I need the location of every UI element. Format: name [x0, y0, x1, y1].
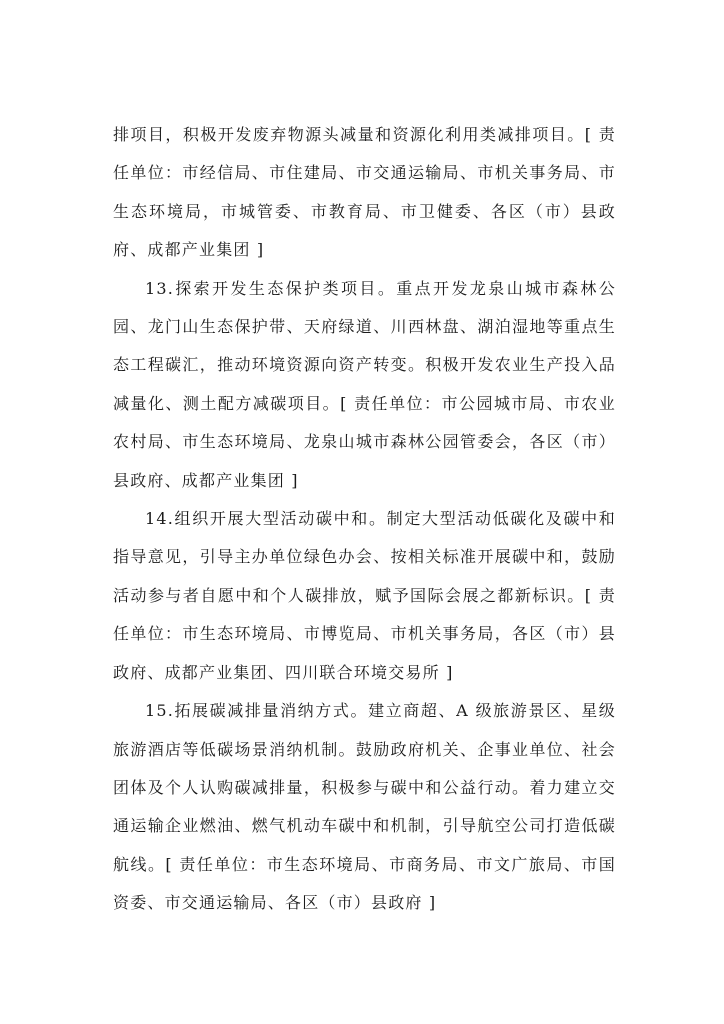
paragraph-item-14: 14.组织开展大型活动碳中和。制定大型活动低碳化及碳中和指导意见，引导主办单位绿色办会、按相关标准开展碳中和，鼓励活动参与者自愿中和个人碳排放，赋予国际会展之都新标识。[ 责任单位：市生态环境局、市博览局、市机关事务局，各区（市）县政府、成都产业集团、四川联合环境交易所 ]	[113, 509, 616, 682]
paragraph-continuation: 排项目，积极开发废弃物源头减量和资源化利用类减排项目。[ 责任单位：市经信局、市住建局、市交通运输局、市机关事务局、市生态环境局，市城管委、市教育局、市卫健委、各区（市）县政府、成都产业集团 ]	[113, 125, 616, 260]
document-body	[113, 116, 616, 923]
paragraph-item-13: 13.探索开发生态保护类项目。重点开发龙泉山城市森林公园、龙门山生态保护带、天府绿道、川西林盘、湖泊湿地等重点生态工程碳汇，推动环境资源向资产转变。积极开发农业生产投入品减量化、测土配方减碳项目。[ 责任单位：市公园城市局、市农业农村局、市生态环境局、龙泉山城市森林公园管委会，各区（市）县政府、成都产业集团 ]	[113, 278, 616, 490]
paragraph-item-15: 15.拓展碳减排量消纳方式。建立商超、A 级旅游景区、星级旅游酒店等低碳场景消纳机制。鼓励政府机关、企事业单位、社会团体及个人认购碳减排量，积极参与碳中和公益行动。着力建立交通运输企业燃油、燃气机动车碳中和机制，引导航空公司打造低碳航线。[ 责任单位：市生态环境局、市商务局、市文广旅局、市国资委、市交通运输局、各区（市）县政府 ]	[113, 701, 616, 913]
